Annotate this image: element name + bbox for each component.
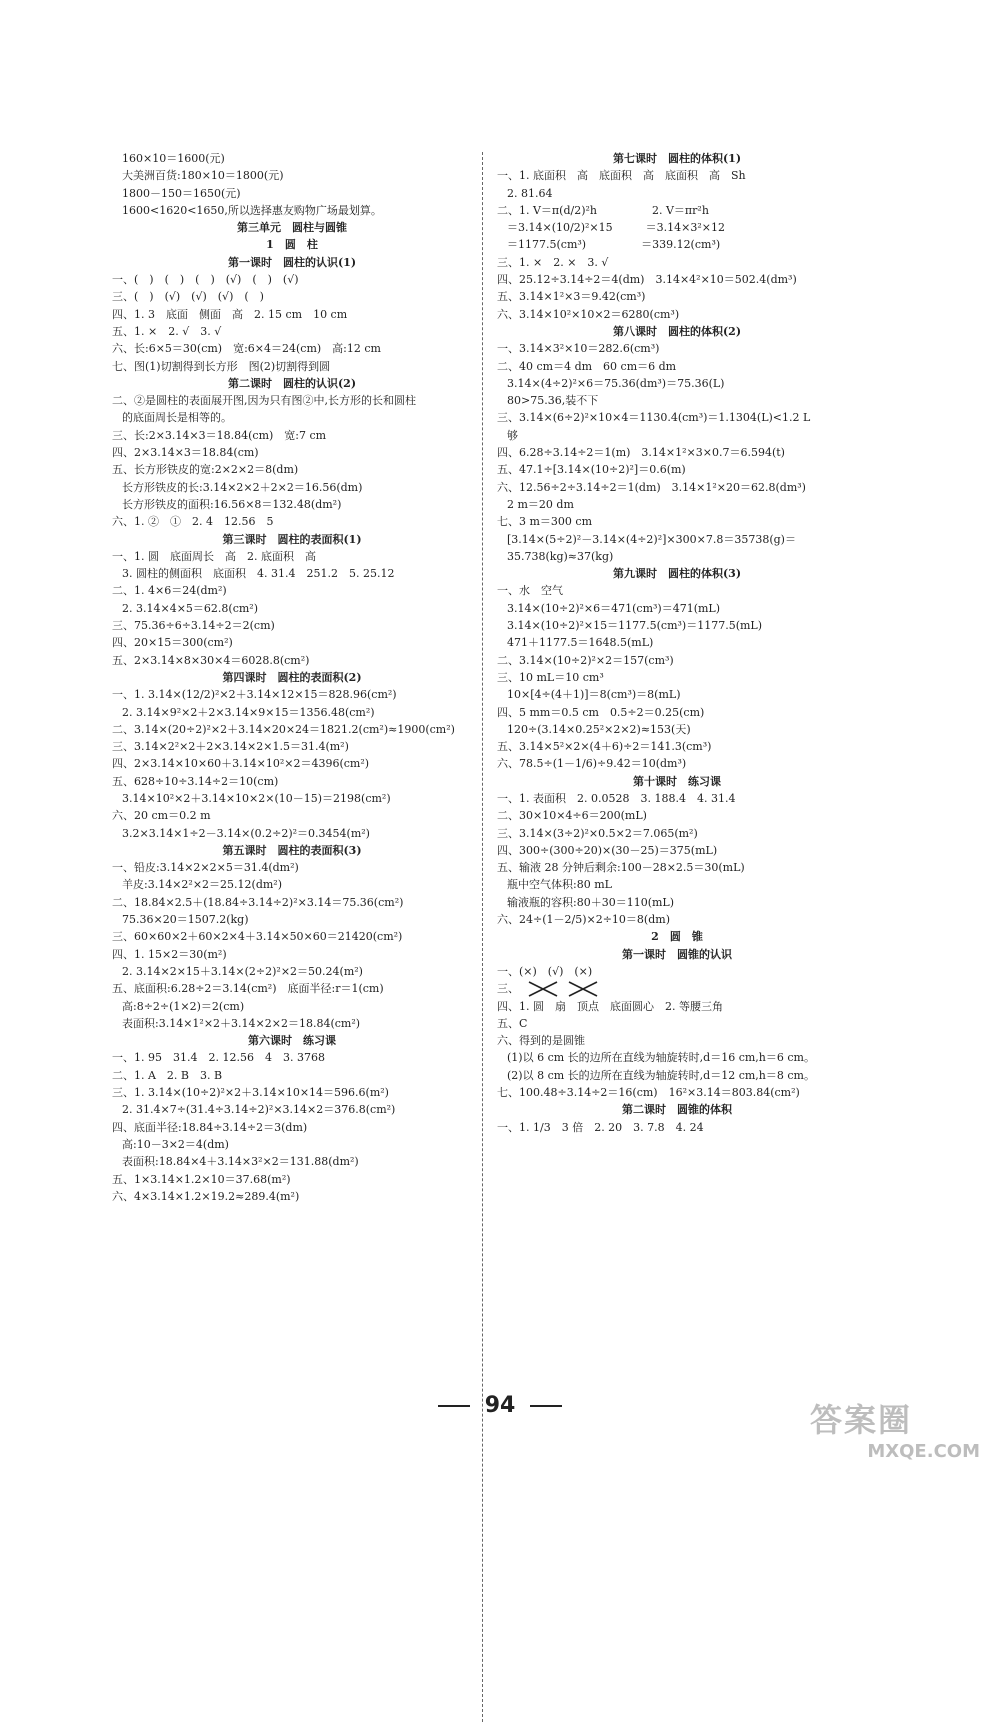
answer-line <box>112 392 472 409</box>
answer-text: 长方形铁皮的长:3.14×2×2＋2×2＝16.56(dm) <box>122 480 363 494</box>
answer-text: 160×10＝1600(元) <box>122 152 225 165</box>
answer-text: 三、3.14×(3÷2)²×0.5×2＝7.065(m²) <box>497 826 698 840</box>
answer-text: 二、40 cm＝4 dm 60 cm＝6 dm <box>497 359 677 373</box>
watermark-url: MXQE.COM <box>867 1441 980 1462</box>
answer-text: 2. 81.64 <box>507 186 553 200</box>
answer-text: 表面积:18.84×4＋3.14×3²×2＝131.88(dm²) <box>122 1155 359 1169</box>
answer-text: 四、1. 圆 扇 顶点 底面圆心 2. 等腰三角 <box>497 999 723 1013</box>
answer-line <box>497 531 857 548</box>
answer-line <box>497 185 857 202</box>
answer-text: 三、60×60×2＋60×2×4＋3.14×50×60＝21420(cm²) <box>112 930 403 944</box>
answer-line <box>497 1032 857 1049</box>
answer-line <box>497 444 857 461</box>
answer-text: 四、底面半径:18.84÷3.14÷2＝3(dm) <box>112 1120 308 1134</box>
answer-line <box>497 980 857 997</box>
section-heading <box>497 773 857 790</box>
answer-text: 2 圆 锥 <box>651 930 703 944</box>
answer-text: 五、47.1÷[3.14×(10÷2)²]＝0.6(m) <box>497 463 686 477</box>
answer-text: 表面积:3.14×1²×2＋3.14×2×2＝18.84(cm²) <box>122 1016 361 1030</box>
answer-line <box>112 185 472 202</box>
answer-line <box>112 496 472 513</box>
answer-line <box>112 894 472 911</box>
answer-line <box>497 704 857 721</box>
answer-text: 一、( ) ( ) ( ) (√) ( ) (√) <box>112 273 299 287</box>
answer-line <box>112 928 472 945</box>
answer-text: 输液瓶的容积:80＋30＝110(mL) <box>507 895 675 909</box>
answer-text: 五、C <box>497 1016 528 1030</box>
answer-line <box>497 842 857 859</box>
answer-text: 五、1×3.14×1.2×10＝37.68(m²) <box>112 1172 291 1186</box>
answer-line <box>497 340 857 357</box>
answer-line <box>112 479 472 496</box>
answer-line <box>112 150 472 167</box>
answer-line <box>497 825 857 842</box>
answer-text: 三、 <box>497 982 519 996</box>
answer-text: 第六课时 练习课 <box>248 1034 336 1048</box>
answer-line <box>112 686 472 703</box>
section-heading <box>112 1032 472 1049</box>
answer-text: 一、1. 表面积 2. 0.0528 3. 188.4 4. 31.4 <box>497 791 736 805</box>
footer-dash-right <box>530 1405 562 1407</box>
answer-line <box>112 755 472 772</box>
answer-text: 高:8÷2÷(1×2)＝2(cm) <box>122 999 245 1013</box>
watermark-title: 答案圈 <box>810 1401 913 1439</box>
answer-text: 羊皮:3.14×2²×2＝25.12(dm²) <box>122 878 282 892</box>
answer-text: 四、300÷(300÷20)×(30－25)＝375(mL) <box>497 843 718 857</box>
answer-text: 六、3.14×10²×10×2＝6280(cm³) <box>497 307 680 321</box>
answer-line <box>112 513 472 530</box>
answer-text: 一、1. 底面积 高 底面积 高 底面积 高 Sh <box>497 169 746 183</box>
answer-line <box>497 1119 857 1136</box>
answer-text: 二、1. V＝π(d/2)²h 2. V＝πr²h <box>497 203 709 217</box>
answer-text: 一、水 空气 <box>497 584 563 598</box>
answer-line <box>497 271 857 288</box>
answer-line <box>112 1188 472 1205</box>
answer-text: 长方形铁皮的面积:16.56×8＝132.48(dm²) <box>122 497 342 511</box>
answer-text: 六、78.5÷(1－1/6)÷9.42＝10(dm³) <box>497 757 687 771</box>
answer-text: 五、628÷10÷3.14÷2＝10(cm) <box>112 774 279 788</box>
answer-text: 三、长:2×3.14×3＝18.84(cm) 宽:7 cm <box>112 428 327 442</box>
answer-line <box>112 306 472 323</box>
answer-text: 五、2×3.14×8×30×4＝6028.8(cm²) <box>112 653 310 667</box>
answer-text: 三、3.14×2²×2＋2×3.14×2×1.5＝31.4(m²) <box>112 740 349 754</box>
answer-line <box>112 600 472 617</box>
answer-text: 四、2×3.14×3＝18.84(cm) <box>112 446 259 460</box>
answer-text: 35.738(kg)≈37(kg) <box>507 549 614 563</box>
answer-text: 80>75.36,装不下 <box>507 394 599 408</box>
answer-line <box>497 236 857 253</box>
answer-line <box>497 358 857 375</box>
section-heading <box>497 946 857 963</box>
answer-line <box>112 911 472 928</box>
answer-line <box>497 876 857 893</box>
answer-line <box>112 1119 472 1136</box>
answer-text: 3.2×3.14×1÷2－3.14×(0.2÷2)²＝0.3454(m²) <box>122 826 370 840</box>
answer-text: 二、3.14×(10÷2)²×2＝157(cm³) <box>497 653 674 667</box>
answer-text: 四、5 mm＝0.5 cm 0.5÷2＝0.25(cm) <box>497 705 705 719</box>
answer-text: 第十课时 练习课 <box>633 774 721 788</box>
answer-text: 3.14×(4÷2)²×6＝75.36(dm³)＝75.36(L) <box>507 376 725 390</box>
answer-line <box>112 825 472 842</box>
right-column <box>497 150 857 1136</box>
answer-text: 第三课时 圆柱的表面积(1) <box>222 532 362 546</box>
answer-text: 三、75.36÷6÷3.14÷2＝2(cm) <box>112 619 275 633</box>
answer-text: 二、②是圆柱的表面展开图,因为只有图②中,长方形的长和圆柱 <box>112 394 416 408</box>
answer-text: 五、输液 28 分钟后剩余:100－28×2.5＝30(mL) <box>497 861 745 875</box>
answer-text: 3.14×10²×2＋3.14×10×2×(10－15)＝2198(cm²) <box>122 791 391 805</box>
answer-text: 一、1. 95 31.4 2. 12.56 4 3. 3768 <box>112 1051 325 1065</box>
answer-line <box>112 548 472 565</box>
answer-line <box>112 427 472 444</box>
answer-line <box>497 306 857 323</box>
answer-line <box>112 565 472 582</box>
section-heading <box>497 323 857 340</box>
answer-text: 七、100.48÷3.14÷2＝16(cm) 16²×3.14＝803.84(cm²) <box>497 1086 800 1100</box>
answer-line <box>112 202 472 219</box>
answer-text: 四、1. 15×2＝30(m²) <box>112 947 227 961</box>
answer-line <box>497 496 857 513</box>
watermark-logo <box>810 1395 980 1465</box>
answer-text: 2. 3.14×9²×2＋2×3.14×9×15＝1356.48(cm²) <box>122 705 375 719</box>
answer-text: 10×[4÷(4＋1)]＝8(cm³)＝8(mL) <box>507 688 681 702</box>
answer-text: 1 圆 柱 <box>266 238 318 252</box>
matching-lines-icon <box>525 981 605 997</box>
answer-line <box>497 219 857 236</box>
answer-line <box>112 409 472 426</box>
answer-text: 四、20×15＝300(cm²) <box>112 636 233 650</box>
answer-text: 七、图(1)切割得到长方形 图(2)切割得到圆 <box>112 359 331 373</box>
answer-text: 的底面周长是相等的。 <box>122 411 232 425</box>
answer-line <box>497 998 857 1015</box>
answer-text: 五、长方形铁皮的宽:2×2×2＝8(dm) <box>112 463 299 477</box>
section-heading <box>497 150 857 167</box>
answer-line <box>112 946 472 963</box>
answer-text: 一、1. 1/3 3 倍 2. 20 3. 7.8 4. 24 <box>497 1120 704 1134</box>
answer-line <box>112 773 472 790</box>
answer-line <box>497 548 857 565</box>
left-column <box>112 150 472 1205</box>
answer-line <box>112 1136 472 1153</box>
answer-line <box>112 1067 472 1084</box>
answer-line <box>497 617 857 634</box>
answer-line <box>497 479 857 496</box>
answer-line <box>497 859 857 876</box>
section-heading <box>112 254 472 271</box>
answer-line <box>497 652 857 669</box>
answer-line <box>497 427 857 444</box>
answer-line <box>112 323 472 340</box>
answer-line <box>497 911 857 928</box>
answer-line <box>112 1171 472 1188</box>
answer-text: 二、1. A 2. B 3. B <box>112 1068 223 1082</box>
answer-text: 1600<1620<1650,所以选择惠友购物广场最划算。 <box>122 203 382 217</box>
answer-text: 五、1. × 2. √ 3. √ <box>112 324 222 338</box>
section-heading <box>112 236 472 253</box>
answer-line <box>112 358 472 375</box>
answer-line <box>112 634 472 651</box>
section-heading <box>497 565 857 582</box>
page-number: 94 <box>484 1393 516 1418</box>
answer-text: 第五课时 圆柱的表面积(3) <box>222 843 362 857</box>
answer-line <box>112 652 472 669</box>
answer-line <box>112 582 472 599</box>
answer-text: 六、长:6×5＝30(cm) 宽:6×4＝24(cm) 高:12 cm <box>112 342 381 356</box>
section-heading <box>112 669 472 686</box>
answer-text: 第九课时 圆柱的体积(3) <box>612 567 742 581</box>
answer-text: ＝1177.5(cm³) ＝339.12(cm³) <box>507 238 721 252</box>
section-heading <box>112 219 472 236</box>
section-heading <box>112 375 472 392</box>
answer-line <box>112 1049 472 1066</box>
answer-text: 3.14×(10÷2)²×15＝1177.5(cm³)＝1177.5(mL) <box>507 619 763 633</box>
answer-text: 第八课时 圆柱的体积(2) <box>612 324 742 338</box>
answer-text: 第一课时 圆锥的认识 <box>622 947 732 961</box>
answer-text: 一、铅皮:3.14×2×2×5＝31.4(dm²) <box>112 861 299 875</box>
section-heading <box>112 531 472 548</box>
answer-text: (2)以 8 cm 长的边所在直线为轴旋转时,d＝12 cm,h＝8 cm。 <box>507 1068 815 1082</box>
answer-line <box>112 288 472 305</box>
answer-text: 四、25.12÷3.14÷2＝4(dm) 3.14×4²×10＝502.4(dm³) <box>497 273 797 287</box>
answer-text: 四、1. 3 底面 侧面 高 2. 15 cm 10 cm <box>112 307 348 321</box>
answer-text: 一、(×) (√) (×) <box>497 964 593 978</box>
answer-line <box>112 876 472 893</box>
answer-text: 三、1. × 2. × 3. √ <box>497 255 609 269</box>
answer-line <box>497 738 857 755</box>
answer-text: 四、6.28÷3.14÷2＝1(m) 3.14×1²×3×0.7＝6.594(t) <box>497 446 785 460</box>
answer-line <box>497 807 857 824</box>
answer-text: 六、24÷(1－2/5)×2÷10＝8(dm) <box>497 913 670 927</box>
answer-text: [3.14×(5÷2)²－3.14×(4÷2)²]×300×7.8＝35738(g)＝ <box>507 532 796 546</box>
answer-text: 第二课时 圆锥的体积 <box>622 1103 732 1117</box>
answer-line <box>112 738 472 755</box>
footer-dash-left <box>438 1405 470 1407</box>
answer-line <box>112 704 472 721</box>
answer-line <box>112 998 472 1015</box>
answer-text: 2 m＝20 dm <box>507 497 574 511</box>
answer-text: 3.14×(10÷2)²×6＝471(cm³)＝471(mL) <box>507 601 721 615</box>
answer-text: 大美洲百货:180×10＝1800(元) <box>122 169 284 183</box>
answer-line <box>112 340 472 357</box>
answer-text: (1)以 6 cm 长的边所在直线为轴旋转时,d＝16 cm,h＝6 cm。 <box>507 1051 815 1065</box>
answer-line <box>497 790 857 807</box>
answer-line <box>497 392 857 409</box>
answer-line <box>112 461 472 478</box>
answer-line <box>497 894 857 911</box>
answer-line <box>112 444 472 461</box>
answer-line <box>497 254 857 271</box>
answer-line <box>112 721 472 738</box>
answer-text: 第四课时 圆柱的表面积(2) <box>222 670 362 684</box>
answer-text: 1800－150＝1650(元) <box>122 186 241 200</box>
answer-line <box>497 375 857 392</box>
answer-text: 够 <box>507 428 518 442</box>
answer-text: 三、3.14×(6÷2)²×10×4＝1130.4(cm³)＝1.1304(L)<1.2 L <box>497 411 811 425</box>
answer-text: 二、30×10×4÷6＝200(mL) <box>497 809 647 823</box>
answer-line <box>112 790 472 807</box>
answer-line <box>112 1153 472 1170</box>
answer-line <box>497 600 857 617</box>
answer-text: 2. 3.14×2×15＋3.14×(2÷2)²×2＝50.24(m²) <box>122 964 363 978</box>
answer-text: 第三单元 圆柱与圆锥 <box>237 221 347 235</box>
answer-line <box>497 634 857 651</box>
answer-text: 二、18.84×2.5＋(18.84÷3.14÷2)²×3.14＝75.36(cm²) <box>112 895 404 909</box>
answer-line <box>112 807 472 824</box>
answer-line <box>497 669 857 686</box>
answer-line <box>497 288 857 305</box>
answer-line <box>112 980 472 997</box>
answer-line <box>497 1067 857 1084</box>
answer-text: 75.36×20＝1507.2(kg) <box>122 913 249 927</box>
answer-text: 2. 3.14×4×5＝62.8(cm²) <box>122 601 258 615</box>
answer-line <box>112 963 472 980</box>
answer-text: 五、3.14×1²×3＝9.42(cm³) <box>497 290 646 304</box>
section-heading <box>497 1101 857 1118</box>
answer-text: 三、( ) (√) (√) (√) ( ) <box>112 290 264 304</box>
answer-text: 四、2×3.14×10×60＋3.14×10²×2＝4396(cm²) <box>112 757 370 771</box>
answer-text: 第七课时 圆柱的体积(1) <box>612 152 742 165</box>
answer-text: 五、底面积:6.28÷2＝3.14(cm²) 底面半径:r＝1(cm) <box>112 982 384 996</box>
answer-line <box>112 1101 472 1118</box>
answer-line <box>112 167 472 184</box>
section-heading <box>112 842 472 859</box>
answer-text: 六、得到的是圆锥 <box>497 1034 585 1048</box>
answer-line <box>497 1015 857 1032</box>
answer-line <box>497 409 857 426</box>
answer-line <box>497 582 857 599</box>
answer-line <box>112 859 472 876</box>
answer-text: 2. 31.4×7÷(31.4÷3.14÷2)²×3.14×2＝376.8(cm²) <box>122 1103 396 1117</box>
answer-line <box>497 461 857 478</box>
answer-line <box>497 513 857 530</box>
answer-line <box>497 721 857 738</box>
answer-line <box>497 755 857 772</box>
answer-line <box>112 1015 472 1032</box>
section-heading <box>497 928 857 945</box>
answer-text: ＝3.14×(10/2)²×15 ＝3.14×3²×12 <box>507 221 725 235</box>
answer-text: 120÷(3.14×0.25²×2×2)≈153(天) <box>507 722 691 736</box>
answer-text: 二、1. 4×6＝24(dm²) <box>112 584 227 598</box>
answer-text: 六、12.56÷2÷3.14÷2＝1(dm) 3.14×1²×20＝62.8(dm³) <box>497 480 806 494</box>
answer-text: 三、1. 3.14×(10÷2)²×2＋3.14×10×14＝596.6(m²) <box>112 1086 389 1100</box>
answer-text: 七、3 m＝300 cm <box>497 515 593 529</box>
answer-text: 瓶中空气体积:80 mL <box>507 878 612 892</box>
answer-line <box>497 167 857 184</box>
answer-text: 一、3.14×3²×10＝282.6(cm³) <box>497 342 660 356</box>
answer-line <box>112 617 472 634</box>
answer-line <box>112 1084 472 1101</box>
answer-text: 二、3.14×(20÷2)²×2＋3.14×20×24＝1821.2(cm²)≈1900(cm²) <box>112 722 455 736</box>
answer-text: 三、10 mL＝10 cm³ <box>497 670 604 684</box>
answer-line <box>497 686 857 703</box>
answer-line <box>497 1084 857 1101</box>
answer-text: 3. 圆柱的侧面积 底面积 4. 31.4 251.2 5. 25.12 <box>122 567 395 581</box>
answer-text: 六、1. ② ① 2. 4 12.56 5 <box>112 515 274 529</box>
answer-line <box>497 1049 857 1066</box>
answer-text: 471＋1177.5＝1648.5(mL) <box>507 636 654 650</box>
answer-line <box>497 963 857 980</box>
answer-text: 五、3.14×5²×2×(4＋6)÷2＝141.3(cm³) <box>497 740 712 754</box>
answer-text: 第二课时 圆柱的认识(2) <box>227 376 357 390</box>
answer-text: 一、1. 3.14×(12/2)²×2＋3.14×12×15＝828.96(cm²) <box>112 688 397 702</box>
answer-text: 一、1. 圆 底面周长 高 2. 底面积 高 <box>112 549 316 563</box>
column-divider <box>482 152 483 1722</box>
answer-text: 六、20 cm＝0.2 m <box>112 809 211 823</box>
answer-line <box>497 202 857 219</box>
answer-text: 高:10－3×2＝4(dm) <box>122 1137 229 1151</box>
answer-line <box>112 271 472 288</box>
answer-text: 六、4×3.14×1.2×19.2≈289.4(m²) <box>112 1189 300 1203</box>
answer-text: 第一课时 圆柱的认识(1) <box>227 255 357 269</box>
